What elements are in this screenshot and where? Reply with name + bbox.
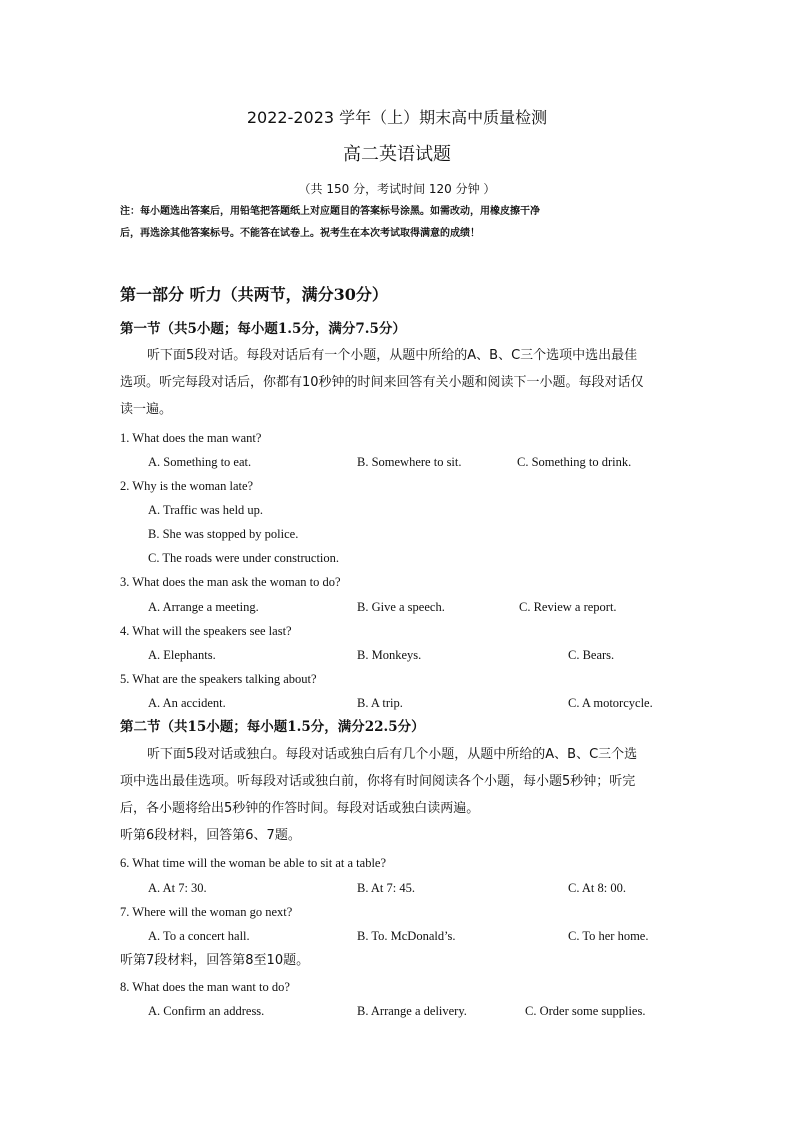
option-c: C. Order some supplies. [525, 1004, 646, 1018]
option-c: C. Review a report. [519, 600, 617, 614]
option-a: A. At 7: 30. [148, 881, 207, 895]
question-stem: 1. What does the man want? [120, 431, 262, 445]
option-b: B. Monkeys. [357, 648, 422, 662]
section2-instruction-1: 听下面5段对话或独白。每段对话或独白后有几个小题，从题中所给的A、B、C三个选 [147, 747, 638, 762]
option-a: A. To a concert hall. [148, 929, 250, 943]
exam-title: 2022-2023 学年（上）期末高中质量检测 [246, 108, 548, 127]
question-stem: 2. Why is the woman late? [120, 479, 254, 493]
exam-note-line-2: 后，再选涂其他答案标号。不能答在试卷上。祝考生在本次考试取得满意的成绩！ [120, 228, 480, 239]
exam-meta: （共 150 分，考试时间 120 分钟 ） [298, 182, 496, 196]
question-stem: 8. What does the man want to do? [120, 980, 290, 994]
option-b: B. She was stopped by police. [148, 527, 299, 541]
option-c: C. At 8: 00. [568, 881, 626, 895]
option-a: A. Traffic was held up. [148, 503, 264, 517]
option-a: A. Something to eat. [148, 455, 252, 469]
option-c: C. A motorcycle. [568, 696, 653, 710]
option-b: B. Arrange a delivery. [357, 1004, 467, 1018]
option-a: A. Confirm an address. [148, 1004, 265, 1018]
question-stem: 5. What are the speakers talking about? [120, 672, 317, 686]
material-6-instruction: 听第6段材料，回答第6、7题。 [120, 828, 301, 843]
option-a: A. An accident. [148, 696, 226, 710]
exam-note-line-1: 注：每小题选出答案后，用铅笔把答题纸上对应题目的答案标号涂黑。如需改动，用橡皮擦干净 [120, 206, 540, 217]
option-b: B. To. McDonald’s. [357, 929, 456, 943]
option-b: B. Somewhere to sit. [357, 455, 462, 469]
option-b: B. At 7: 45. [357, 881, 415, 895]
question-stem: 7. Where will the woman go next? [120, 905, 293, 919]
part1-heading: 第一部分 听力（共两节，满分30分） [120, 285, 388, 304]
option-c: C. Bears. [568, 648, 615, 662]
section1-instruction-1: 听下面5段对话。每段对话后有一个小题，从题中所给的A、B、C三个选项中选出最佳 [147, 348, 638, 363]
option-c: C. Something to drink. [517, 455, 632, 469]
option-c: C. To her home. [568, 929, 649, 943]
material-7-instruction: 听第7段材料，回答第8至10题。 [120, 953, 310, 968]
exam-subject: 高二英语试题 [343, 144, 451, 165]
section2-heading: 第二节（共15小题；每小题1.5分，满分22.5分） [120, 719, 425, 735]
section2-instruction-2: 项中选出最佳选项。听每段对话或独白前，你将有时间阅读各个小题，每小题5秒钟；听完 [120, 774, 636, 789]
question-stem: 4. What will the speakers see last? [120, 624, 292, 638]
option-b: B. A trip. [357, 696, 403, 710]
section1-instruction-2: 选项。听完每段对话后，你都有10秒钟的时间来回答有关小题和阅读下一小题。每段对话仅 [120, 375, 644, 390]
option-c: C. The roads were under construction. [148, 551, 340, 565]
option-a: A. Arrange a meeting. [148, 600, 259, 614]
option-a: A. Elephants. [148, 648, 216, 662]
option-b: B. Give a speech. [357, 600, 445, 614]
section2-instruction-3: 后，各小题将给出5秒钟的作答时间。每段对话或独白读两遍。 [120, 801, 480, 816]
section1-instruction-3: 读一遍。 [120, 402, 173, 417]
question-stem: 3. What does the man ask the woman to do? [120, 575, 341, 589]
section1-heading: 第一节（共5小题；每小题1.5分，满分7.5分） [120, 321, 406, 337]
question-stem: 6. What time will the woman be able to sit at a table? [120, 856, 387, 870]
